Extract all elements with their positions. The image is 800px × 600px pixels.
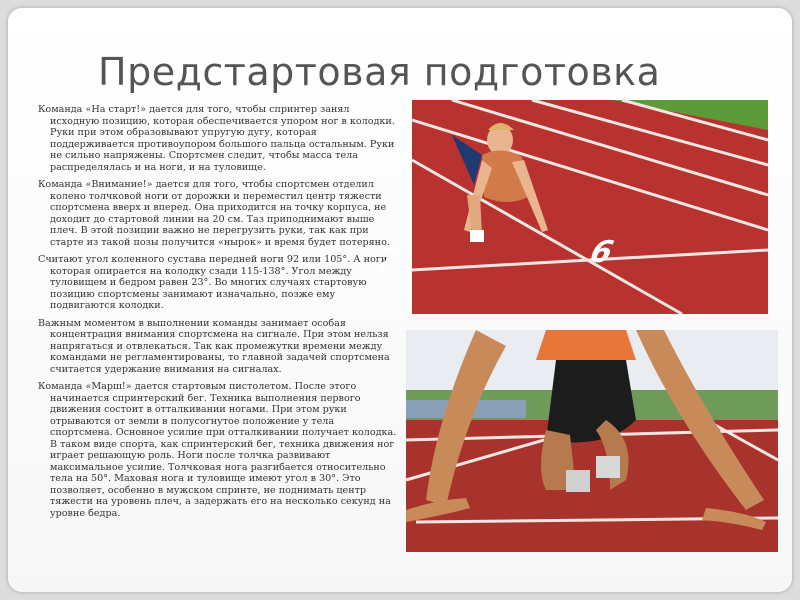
page-title: Предстартовая подготовка [98, 50, 661, 94]
sprinter-photo-male [406, 330, 778, 552]
lane-number-6: 6 [582, 235, 620, 270]
lane-number-7: 7 [369, 243, 407, 278]
paragraph-go: Команда «Марш!» дается стартовым пистолетом. После этого начинается спринтерский бег. Техника выполнения первого движения состоит в отталкивании ногами. При этом руки отрываются от земли в полусогнутое положение у тела спортсмена. Основное усилие при отталкивании получает колодка. В таком виде спорта, как спринтерский бег, техника движения ног играет решающую роль. Ноги после толчка развивают максимальное усилие. Толчковая нога разгибается относительно тела на 50°. Маховая нога и туловище имеют угол в 30°. Это позволяет, особенно в мужском спринте, не поднимать центр тяжести на уровень плеч, а задержать его на несколько секунд на уровне бедра. [38, 381, 397, 519]
sprinter-photo-female [369, 100, 768, 314]
text-column [38, 104, 398, 525]
paragraph-concentration: Важным моментом в выполнении команды занимает особая концентрация внимания спортсмена на сигнале. При этом нельзя напрягаться и отвлекаться. Так как промежутки времени между командами не регламентированы, то главной задачей спортсмена считается удержание внимания на сигналах. [38, 317, 390, 375]
paragraph-set: Команда «Внимание!» дается для того, чтобы спортсмен отделил колено толчковой ноги от дорожки и переместил центр тяжести спортсмена вверх и вперед. Она приходится на точку корпуса, не доходит до стартовой линии на 20 см. Таз приподнимают выше плеч. В этой позиции важно не перегрузить руки, так как при старте из такой позы получится «нырок» и время будет потеряно. [38, 179, 390, 248]
paragraph-angles: Считают угол коленного сустава передней ноги 92 или 105°. А ноги, которая опирается на колодку сзади 115-138°. Угол между туловищем и бедром равен 23°. Во многих случаях стартовую позицию спортсмены занимают изначально, позже ему подвигаются колодки. [38, 254, 391, 311]
paragraph-on-your-marks: Команда «На старт!» дается для того, чтобы спринтер занял исходную позицию, которая обеспечивается упором ног в колодки. Руки при этом образовывают упругую дугу, которая поддерживается противоупором большого пальца остальным. Руки не сильно напряжены. Спортсмен следит, чтобы масса тела распределялась и на ноги, и на туловище. [38, 104, 395, 173]
